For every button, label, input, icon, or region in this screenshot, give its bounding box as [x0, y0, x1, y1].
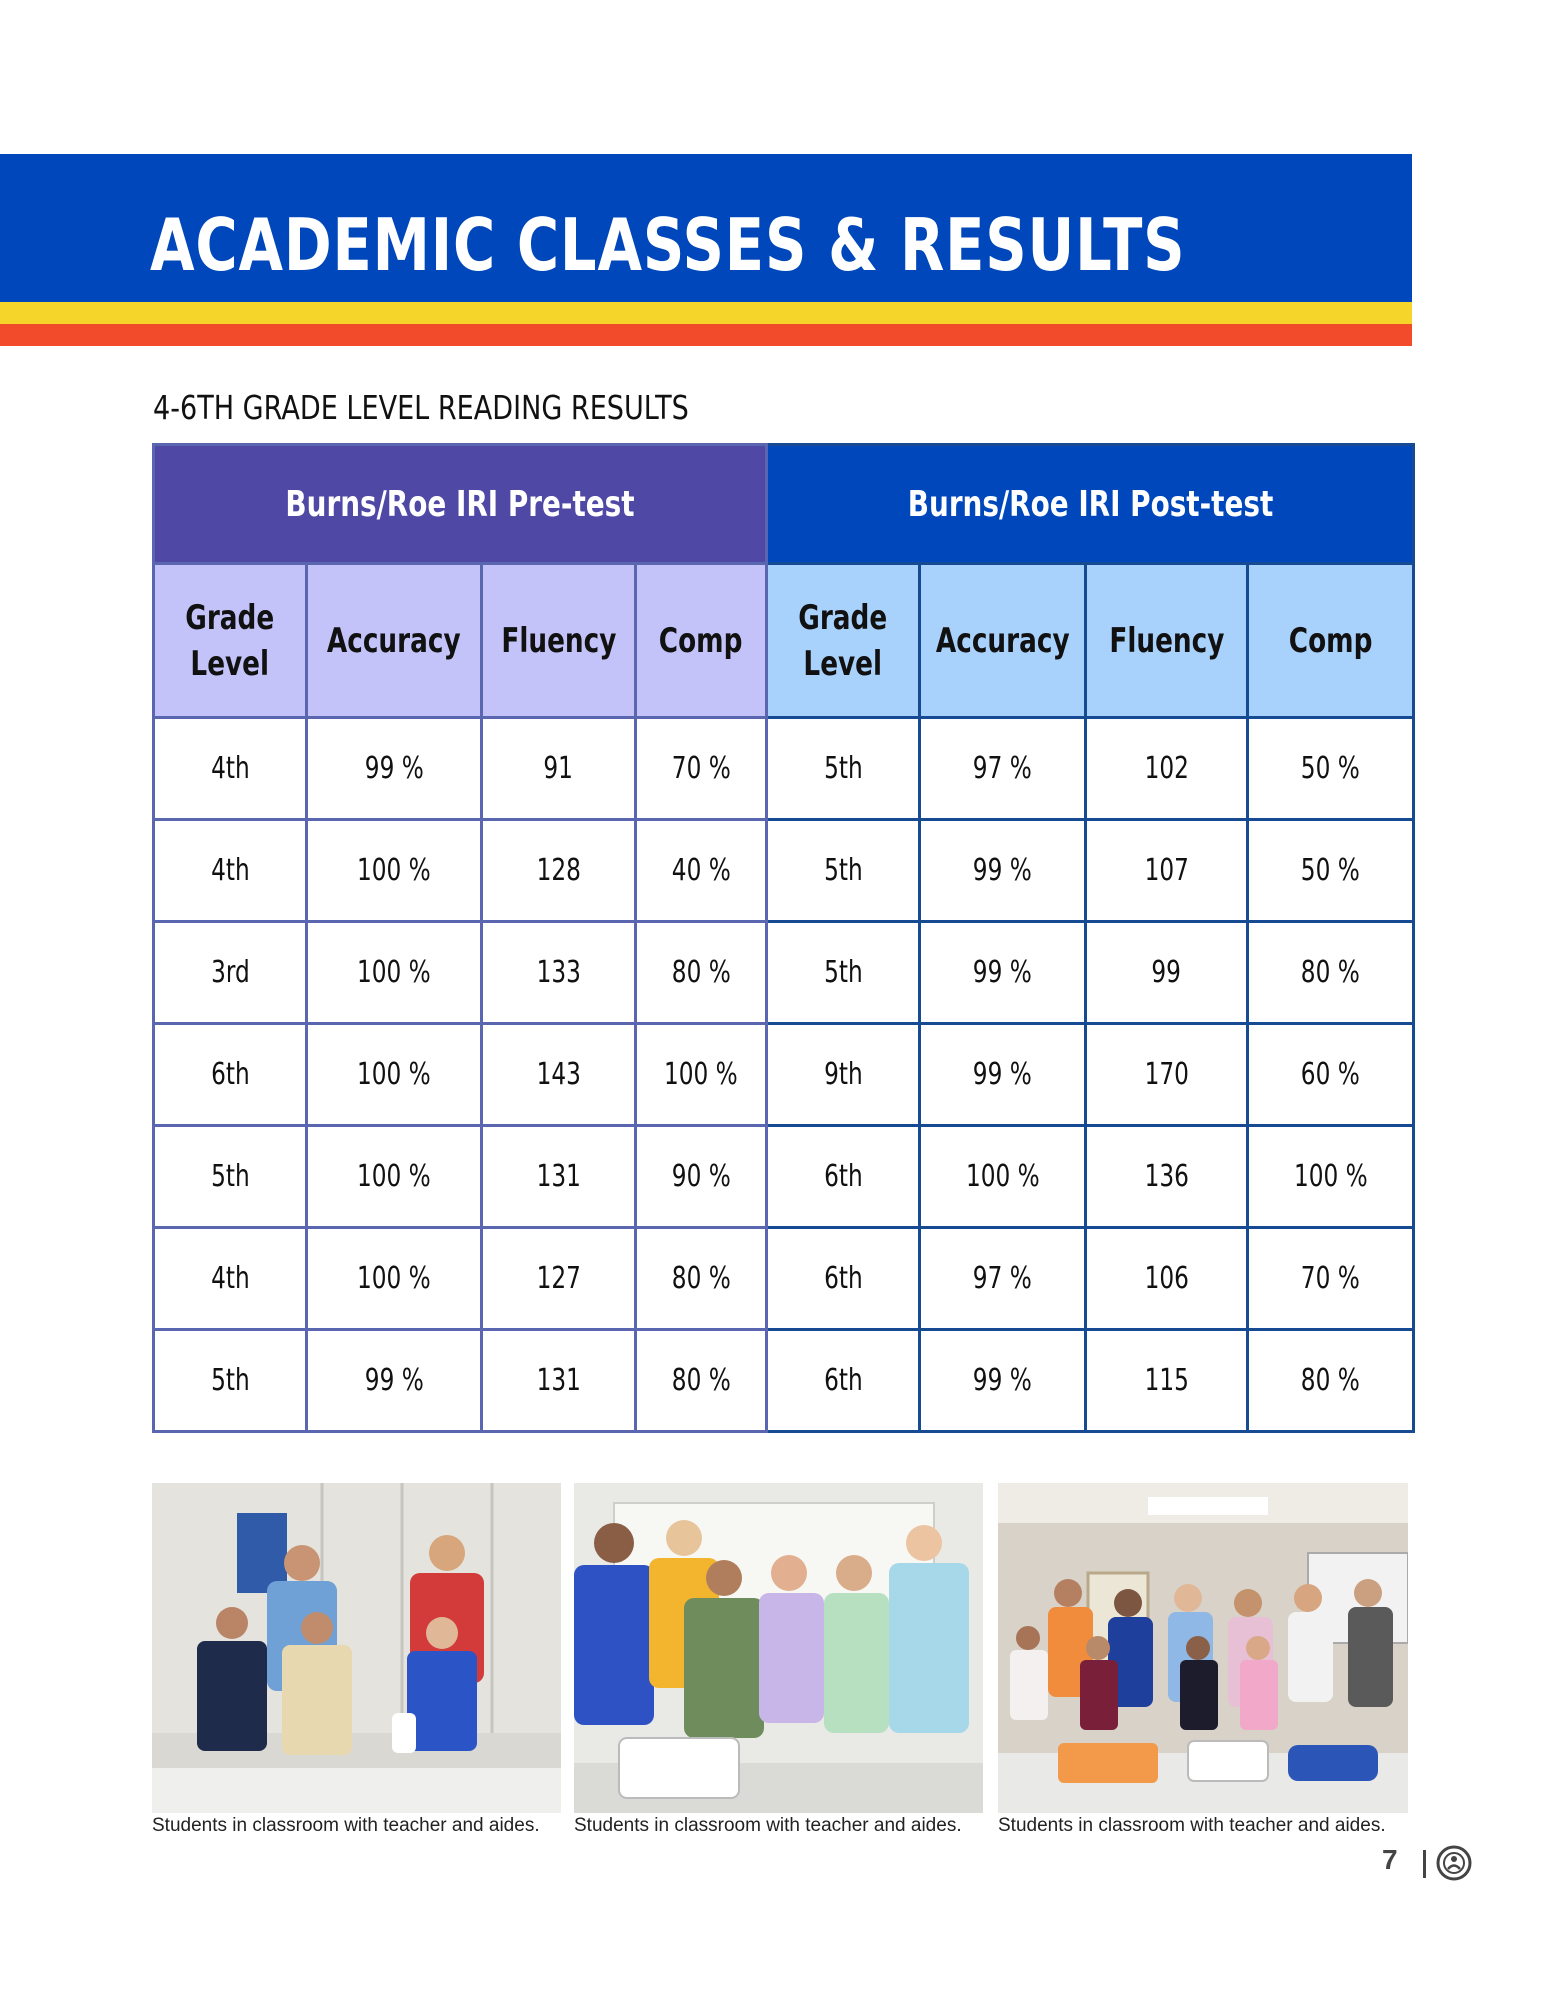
- pre-accuracy-cell: 100 %: [307, 1126, 482, 1228]
- photo-caption-1: Students in classroom with teacher and aides.: [152, 1815, 540, 1836]
- post-grade-cell: 5th: [767, 718, 920, 820]
- pre-fluency-header: Fluency: [482, 564, 636, 718]
- pre-accuracy-cell: 100 %: [307, 1024, 482, 1126]
- post-fluency-cell: 106: [1086, 1228, 1248, 1330]
- pre-fluency-cell: 131: [482, 1330, 636, 1432]
- post-grade-cell: 9th: [767, 1024, 920, 1126]
- pre-grade-cell: 5th: [154, 1126, 307, 1228]
- post-fluency-cell: 102: [1086, 718, 1248, 820]
- photo-caption-2: Students in classroom with teacher and aides.: [574, 1815, 962, 1836]
- table-row: [154, 1330, 1414, 1432]
- pre-grade-cell: 4th: [154, 1228, 307, 1330]
- section-title: 4-6TH GRADE LEVEL READING RESULTS: [153, 388, 689, 427]
- table-row: [154, 1228, 1414, 1330]
- pre-grade-cell: 6th: [154, 1024, 307, 1126]
- post-grade-level-header: Grade Level: [767, 564, 920, 718]
- pre-grade-cell: 4th: [154, 820, 307, 922]
- pre-fluency-cell: 128: [482, 820, 636, 922]
- post-accuracy-cell: 100 %: [920, 1126, 1086, 1228]
- organization-logo-icon: [1436, 1845, 1472, 1881]
- pre-grade-cell: 5th: [154, 1330, 307, 1432]
- post-comp-cell: 100 %: [1248, 1126, 1414, 1228]
- table-row: [154, 1126, 1414, 1228]
- classroom-photo-2: [574, 1483, 983, 1813]
- post-fluency-cell: 136: [1086, 1126, 1248, 1228]
- post-test-header: Burns/Roe IRI Post-test: [767, 445, 1414, 564]
- pre-test-header: Burns/Roe IRI Pre-test: [154, 445, 767, 564]
- page-title: ACADEMIC CLASSES & RESULTS: [150, 203, 1186, 287]
- page-number-divider: [1423, 1850, 1426, 1878]
- page-number: 7: [1382, 1844, 1398, 1875]
- pre-comp-cell: 80 %: [636, 1228, 767, 1330]
- post-comp-cell: 60 %: [1248, 1024, 1414, 1126]
- post-accuracy-cell: 99 %: [920, 922, 1086, 1024]
- post-accuracy-cell: 97 %: [920, 1228, 1086, 1330]
- pre-comp-cell: 70 %: [636, 718, 767, 820]
- pre-accuracy-header: Accuracy: [307, 564, 482, 718]
- post-fluency-header: Fluency: [1086, 564, 1248, 718]
- post-comp-cell: 50 %: [1248, 718, 1414, 820]
- post-comp-cell: 80 %: [1248, 1330, 1414, 1432]
- post-fluency-cell: 115: [1086, 1330, 1248, 1432]
- post-fluency-cell: 107: [1086, 820, 1248, 922]
- pre-comp-cell: 100 %: [636, 1024, 767, 1126]
- pre-comp-cell: 40 %: [636, 820, 767, 922]
- pre-fluency-cell: 133: [482, 922, 636, 1024]
- post-accuracy-cell: 99 %: [920, 1024, 1086, 1126]
- table-row: [154, 820, 1414, 922]
- post-grade-cell: 6th: [767, 1330, 920, 1432]
- classroom-photo-3: [998, 1483, 1408, 1813]
- pre-comp-cell: 80 %: [636, 922, 767, 1024]
- post-accuracy-cell: 99 %: [920, 1330, 1086, 1432]
- post-accuracy-header: Accuracy: [920, 564, 1086, 718]
- pre-comp-cell: 90 %: [636, 1126, 767, 1228]
- yellow-stripe: [0, 302, 1412, 324]
- classroom-photo-1: [152, 1483, 561, 1813]
- pre-comp-header: Comp: [636, 564, 767, 718]
- pre-fluency-cell: 127: [482, 1228, 636, 1330]
- reading-results-table: [152, 443, 1415, 1433]
- pre-fluency-cell: 143: [482, 1024, 636, 1126]
- post-fluency-cell: 170: [1086, 1024, 1248, 1126]
- post-accuracy-cell: 97 %: [920, 718, 1086, 820]
- pre-accuracy-cell: 99 %: [307, 718, 482, 820]
- pre-grade-cell: 4th: [154, 718, 307, 820]
- pre-grade-cell: 3rd: [154, 922, 307, 1024]
- pre-accuracy-cell: 100 %: [307, 820, 482, 922]
- post-fluency-cell: 99: [1086, 922, 1248, 1024]
- post-grade-cell: 5th: [767, 922, 920, 1024]
- post-grade-cell: 6th: [767, 1228, 920, 1330]
- pre-fluency-cell: 91: [482, 718, 636, 820]
- pre-accuracy-cell: 99 %: [307, 1330, 482, 1432]
- pre-accuracy-cell: 100 %: [307, 1228, 482, 1330]
- pre-grade-level-header: Grade Level: [154, 564, 307, 718]
- post-comp-header: Comp: [1248, 564, 1414, 718]
- pre-accuracy-cell: 100 %: [307, 922, 482, 1024]
- post-comp-cell: 50 %: [1248, 820, 1414, 922]
- table-row: [154, 922, 1414, 1024]
- post-comp-cell: 70 %: [1248, 1228, 1414, 1330]
- post-accuracy-cell: 99 %: [920, 820, 1086, 922]
- post-grade-cell: 5th: [767, 820, 920, 922]
- table-row: [154, 1024, 1414, 1126]
- table-row: [154, 718, 1414, 820]
- photo-caption-3: Students in classroom with teacher and aides.: [998, 1815, 1386, 1836]
- post-grade-cell: 6th: [767, 1126, 920, 1228]
- post-comp-cell: 80 %: [1248, 922, 1414, 1024]
- red-stripe: [0, 324, 1412, 346]
- pre-fluency-cell: 131: [482, 1126, 636, 1228]
- pre-comp-cell: 80 %: [636, 1330, 767, 1432]
